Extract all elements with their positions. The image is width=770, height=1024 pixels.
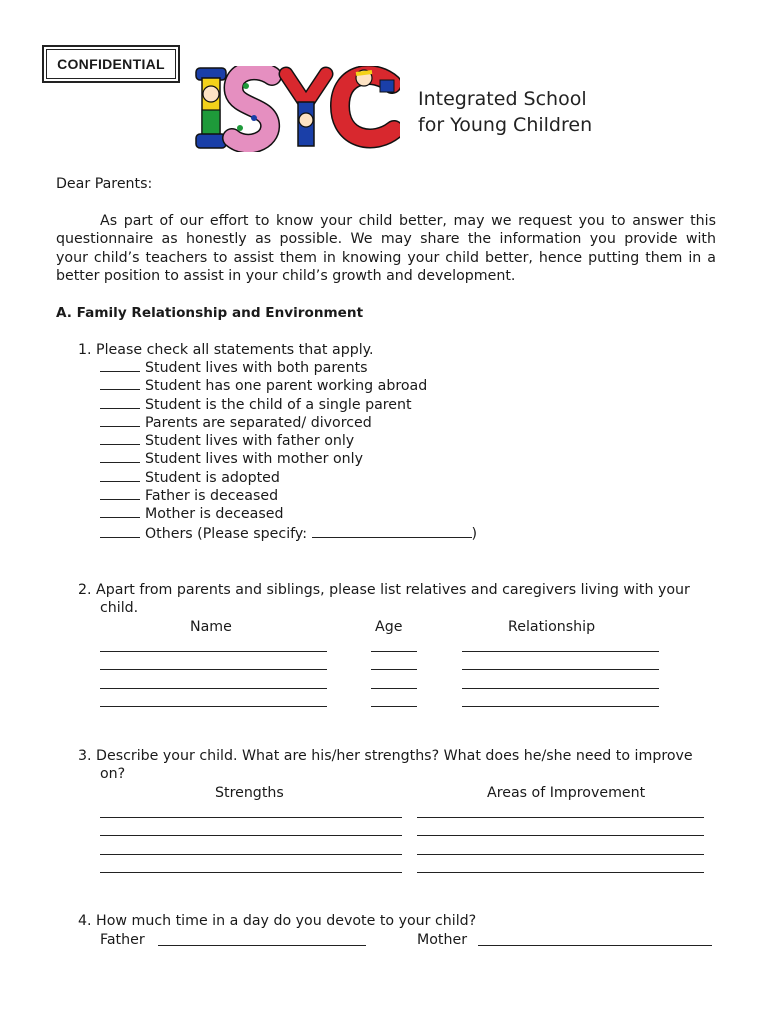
q2-name-line[interactable] (100, 669, 327, 670)
checkbox-blank[interactable] (100, 469, 140, 482)
q3-improvement-line[interactable] (417, 835, 704, 836)
checkbox-blank[interactable] (100, 414, 140, 427)
checkbox-blank[interactable] (100, 450, 140, 463)
intro-line: As part of our effort to know your child better, may we request you to answer this (100, 213, 716, 229)
q2-name-line[interactable] (100, 706, 327, 707)
section-a-title: A. Family Relationship and Environment (56, 305, 364, 321)
intro-paragraph (56, 212, 716, 285)
q3-improvement-line[interactable] (417, 872, 704, 873)
q2-age-line[interactable] (371, 669, 417, 670)
school-name-line2: for Young Children (418, 114, 593, 136)
q2-name-line[interactable] (100, 688, 327, 689)
checkbox-blank[interactable] (100, 377, 140, 390)
q1-option-others[interactable] (100, 524, 477, 543)
checkbox-blank[interactable] (100, 432, 140, 445)
salutation: Dear Parents: (56, 176, 153, 192)
q2-age-line[interactable] (371, 688, 417, 689)
q2-col-relationship: Relationship (508, 619, 596, 635)
option-label: Others (Please specify: (145, 525, 308, 542)
q3-improvement-line[interactable] (417, 817, 704, 818)
q3-strengths-line[interactable] (100, 854, 402, 855)
logo-letter-c (340, 70, 394, 138)
intro-line: better position to assist in your child’s growth and development. (56, 267, 516, 284)
option-label: Father is deceased (145, 488, 279, 505)
q1-option[interactable] (100, 487, 477, 505)
checkbox-blank[interactable] (100, 505, 140, 518)
checkbox-blank[interactable] (100, 396, 140, 409)
q3-prompt-line1: 3. Describe your child. What are his/her strengths? What does he/she need to improve (78, 748, 693, 764)
option-label: Student lives with mother only (145, 451, 364, 468)
q1-options (100, 359, 477, 543)
q4-father-label: Father (100, 932, 145, 948)
q2-col-name: Name (190, 619, 232, 635)
q1-option[interactable] (100, 469, 477, 487)
q1-option[interactable] (100, 377, 477, 395)
q2-name-line[interactable] (100, 651, 327, 652)
option-label: Student lives with both parents (145, 360, 368, 376)
q3-strengths-line[interactable] (100, 872, 402, 873)
school-logo (194, 66, 400, 152)
checkbox-blank[interactable] (100, 525, 140, 538)
q2-prompt-line2: child. (100, 600, 139, 616)
q3-strengths-line[interactable] (100, 835, 402, 836)
school-name (418, 86, 592, 138)
option-label: Mother is deceased (145, 506, 284, 523)
q3-strengths-line[interactable] (100, 817, 402, 818)
q1-option[interactable] (100, 432, 477, 450)
q2-relationship-line[interactable] (462, 688, 659, 689)
others-close: ) (471, 525, 478, 542)
q3-col-strengths: Strengths (215, 785, 284, 801)
q4-mother-field[interactable] (478, 945, 712, 946)
intro-line: questionnaire as honestly as possible. We may share the information you provide with (56, 231, 716, 248)
q1-option[interactable] (100, 414, 477, 432)
logo-letter-y (286, 74, 326, 146)
school-name-line1: Integrated School (418, 88, 587, 110)
logo-letter-s (232, 70, 272, 143)
option-label: Student is adopted (145, 469, 280, 486)
option-label: Student is the child of a single parent (145, 396, 412, 413)
q2-col-age: Age (375, 619, 403, 635)
q2-prompt-line1: 2. Apart from parents and siblings, please list relatives and caregivers living with your (78, 582, 690, 598)
q4-father-field[interactable] (158, 945, 366, 946)
q1-option[interactable] (100, 396, 477, 414)
q1-option[interactable] (100, 505, 477, 523)
q2-relationship-line[interactable] (462, 651, 659, 652)
checkbox-blank[interactable] (100, 487, 140, 500)
others-specify-field[interactable] (312, 524, 472, 538)
option-label: Parents are separated/ divorced (145, 414, 372, 431)
intro-line: your child’s teachers to assist them in knowing your child better, hence putting them in a (56, 249, 716, 266)
q2-relationship-line[interactable] (462, 706, 659, 707)
option-label: Student lives with father only (145, 433, 355, 450)
checkbox-blank[interactable] (100, 359, 140, 372)
q2-relationship-line[interactable] (462, 669, 659, 670)
q1-option[interactable] (100, 359, 477, 377)
logo-letter-i (196, 68, 226, 148)
q3-improvement-line[interactable] (417, 854, 704, 855)
q3-prompt-line2: on? (100, 766, 126, 782)
q1-prompt: 1. Please check all statements that apply. (78, 342, 374, 358)
q3-col-improvement: Areas of Improvement (487, 785, 646, 801)
q2-age-line[interactable] (371, 706, 417, 707)
q4-prompt: 4. How much time in a day do you devote to your child? (78, 913, 477, 929)
q1-option[interactable] (100, 450, 477, 468)
confidential-label: CONFIDENTIAL (46, 49, 176, 79)
q2-age-line[interactable] (371, 651, 417, 652)
q4-mother-label: Mother (417, 932, 468, 948)
option-label: Student has one parent working abroad (145, 378, 428, 395)
